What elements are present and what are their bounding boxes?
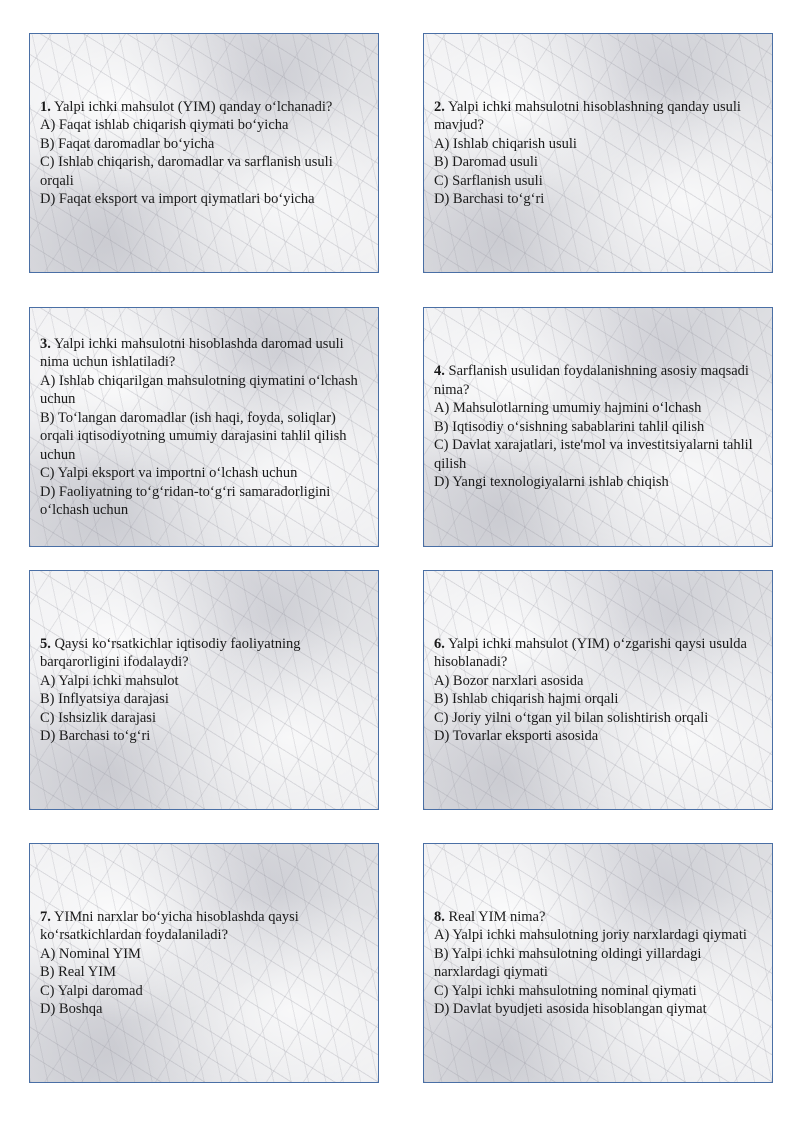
option-a: A) Nominal YIM: [40, 945, 141, 962]
question-text: [40, 98, 368, 117]
question-body: Yalpi ichki mahsulotni hisoblashning qanday usuli mavjud?: [434, 98, 741, 133]
card-text: [40, 335, 368, 520]
option-d: D) Yangi texnologiyalarni ishlab chiqish: [434, 474, 669, 491]
option-a: A) Faqat ishlab chiqarish qiymati bo‘yicha: [40, 117, 289, 133]
option-d: D) Barchasi to‘g‘ri: [40, 728, 151, 744]
card-text: [40, 635, 368, 746]
option-b: B) Faqat daromadlar bo‘yicha: [40, 135, 215, 152]
question-number: 8.: [434, 908, 445, 925]
question-number: 1.: [40, 98, 51, 115]
question-text: [40, 908, 368, 945]
card-text: [40, 908, 368, 1019]
question-text: [434, 98, 762, 135]
question-card-8: [423, 843, 773, 1083]
option-a: A) Yalpi ichki mahsulot: [40, 672, 179, 689]
option-a: A) Mahsulotlarning umumiy hajmini o‘lchash: [434, 400, 702, 417]
question-card-5: [29, 570, 379, 810]
option-c: C) Yalpi daromad: [40, 982, 143, 999]
option-a: A) Yalpi ichki mahsulotning joriy narxlardagi qiymati: [434, 927, 747, 943]
option-c: C) Davlat xarajatlari, iste'mol va investitsiyalarni tahlil qilish: [434, 437, 753, 472]
card-text: [434, 635, 762, 746]
question-text: [434, 635, 762, 672]
question-text: [434, 908, 762, 927]
card-text: [434, 98, 762, 209]
option-b: B) Real YIM: [40, 964, 116, 980]
question-card-4: [423, 307, 773, 547]
question-body: Yalpi ichki mahsulotni hisoblashda daromad usuli nima uchun ishlatiladi?: [40, 335, 344, 370]
option-d: D) Tovarlar eksporti asosida: [434, 728, 599, 744]
option-d: D) Faqat eksport va import qiymatlari bo‘yicha: [40, 191, 315, 207]
question-card-3: [29, 307, 379, 547]
option-c: C) Ishlab chiqarish, daromadlar va sarflanish usuli orqali: [40, 154, 333, 189]
question-card-6: [423, 570, 773, 810]
question-body: YIMni narxlar bo‘yicha hisoblashda qaysi ko‘rsatkichlardan foydalaniladi?: [40, 908, 299, 943]
question-number: 6.: [434, 635, 445, 652]
question-number: 4.: [434, 363, 445, 380]
option-c: C) Sarflanish usuli: [434, 172, 543, 189]
card-text: [434, 362, 762, 492]
question-body: Yalpi ichki mahsulot (YIM) o‘zgarishi qaysi usulda hisoblanadi?: [434, 635, 747, 670]
card-text: [434, 908, 762, 1019]
option-b: B) Inflyatsiya darajasi: [40, 691, 169, 707]
option-b: B) Iqtisodiy o‘sishning sabablarini tahlil qilish: [434, 418, 705, 435]
question-body: Yalpi ichki mahsulot (YIM) qanday o‘lchanadi?: [53, 98, 333, 115]
option-a: A) Ishlab chiqarilgan mahsulotning qiymatini o‘lchash uchun: [40, 372, 358, 407]
option-b: B) Ishlab chiqarish hajmi orqali: [434, 691, 619, 707]
option-c: C) Yalpi eksport va importni o‘lchash uchun: [40, 465, 298, 481]
question-number: 2.: [434, 98, 445, 115]
question-body: Real YIM nima?: [448, 908, 546, 925]
option-b: B) To‘langan daromadlar (ish haqi, foyda, soliqlar) orqali iqtisodiyotning umumiy darajasini tahlil qilish uchun: [40, 409, 347, 463]
question-number: 5.: [40, 635, 51, 652]
question-card-1: [29, 33, 379, 273]
option-c: C) Joriy yilni o‘tgan yil bilan solishtirish orqali: [434, 709, 709, 726]
card-text: [40, 98, 368, 209]
question-body: Sarflanish usulidan foydalanishning asosiy maqsadi nima?: [434, 363, 749, 398]
option-d: D) Boshqa: [40, 1001, 103, 1017]
option-a: A) Ishlab chiqarish usuli: [434, 135, 577, 152]
option-a: A) Bozor narxlari asosida: [434, 672, 584, 689]
question-card-7: [29, 843, 379, 1083]
question-card-2: [423, 33, 773, 273]
option-b: B) Daromad usuli: [434, 154, 538, 170]
question-body: Qaysi ko‘rsatkichlar iqtisodiy faoliyatning barqarorligini ifodalaydi?: [40, 635, 301, 670]
question-number: 3.: [40, 335, 51, 352]
option-b: B) Yalpi ichki mahsulotning oldingi yillardagi narxlardagi qiymati: [434, 945, 702, 980]
option-c: C) Yalpi ichki mahsulotning nominal qiymati: [434, 982, 697, 999]
option-d: D) Davlat byudjeti asosida hisoblangan qiymat: [434, 1001, 707, 1017]
question-text: [40, 335, 368, 372]
option-d: D) Faoliyatning to‘g‘ridan-to‘g‘ri samaradorligini o‘lchash uchun: [40, 483, 331, 518]
question-text: [40, 635, 368, 672]
option-c: C) Ishsizlik darajasi: [40, 709, 156, 726]
question-number: 7.: [40, 908, 51, 925]
option-d: D) Barchasi to‘g‘ri: [434, 191, 545, 207]
question-text: [434, 362, 762, 399]
